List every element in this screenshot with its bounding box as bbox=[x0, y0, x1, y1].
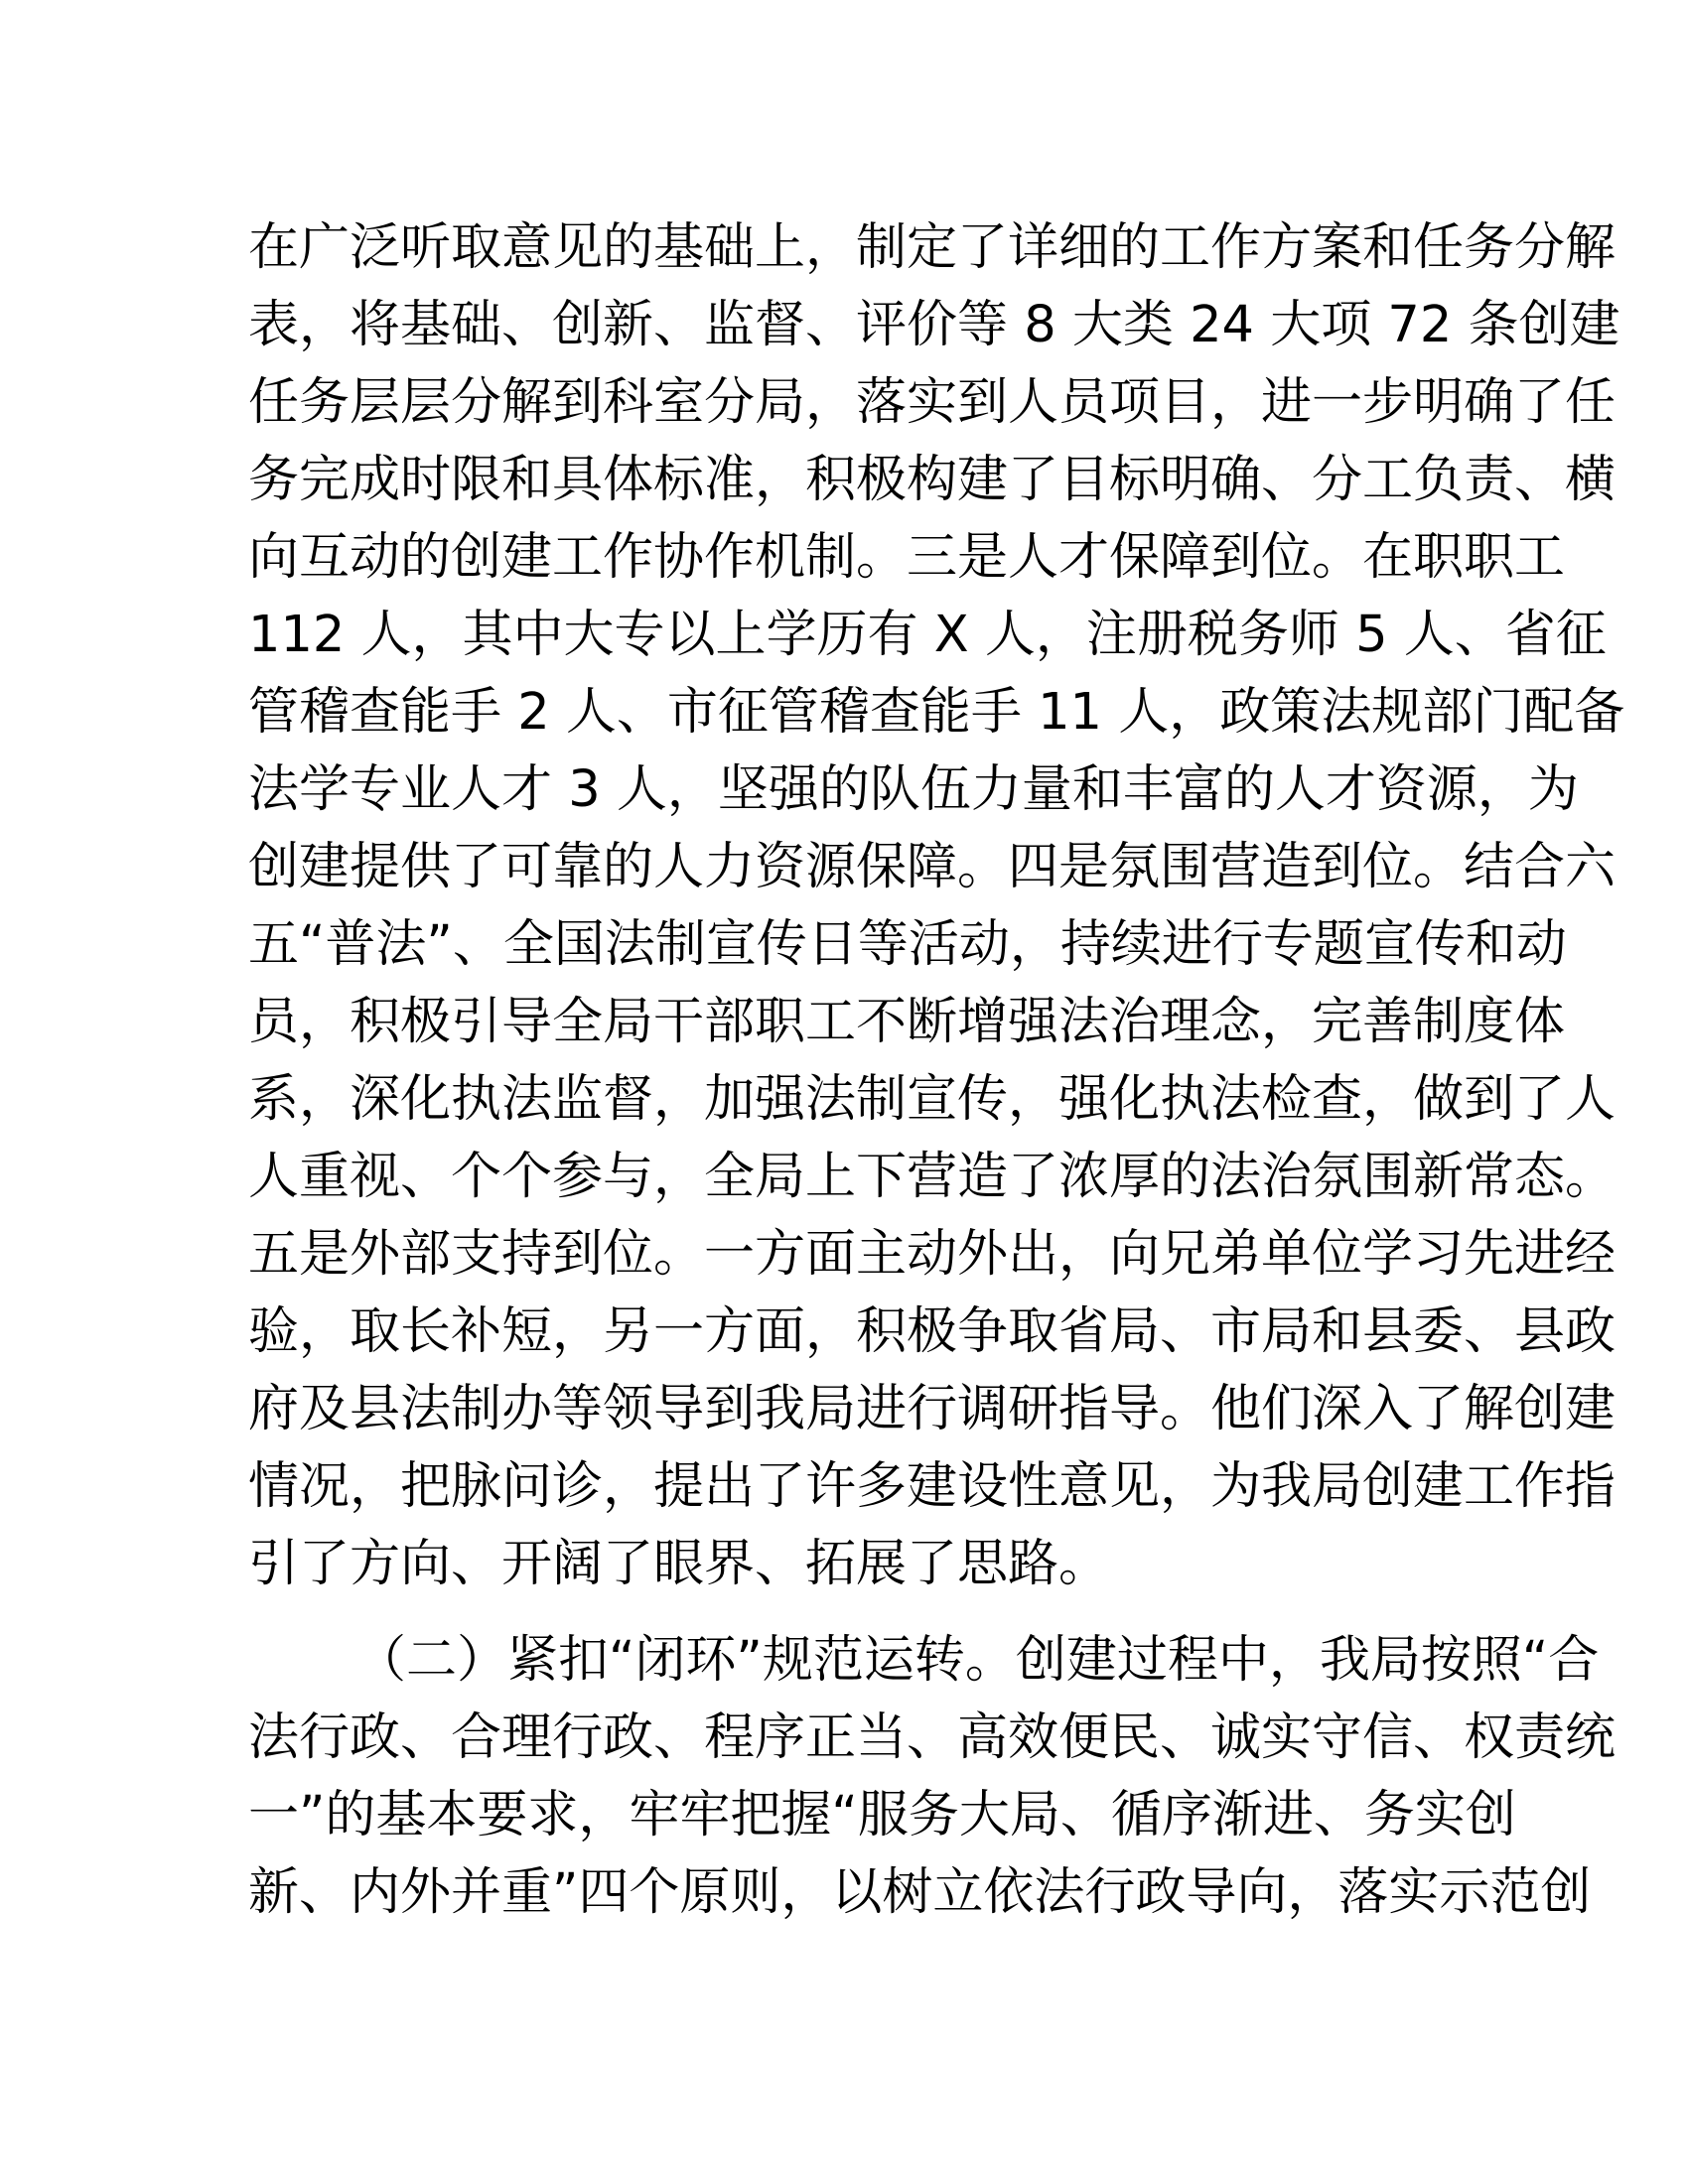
document-page bbox=[248, 209, 1625, 1932]
text-line: 员，积极引导全局干部职工不断增强法治理念，完善制度体 bbox=[248, 993, 1566, 1051]
text-line: 府及县法制办等领导到我局进行调研指导。他们深入了解创建 bbox=[248, 1380, 1617, 1438]
text-line: 表，将基础、创新、监督、评价等 8 大类 24 大项 72 条创建 bbox=[248, 296, 1620, 354]
text-line: 112 人，其中大专以上学历有 X 人，注册税务师 5 人、省征 bbox=[248, 606, 1607, 664]
text-line: 管稽查能手 2 人、市征管稽查能手 11 人，政策法规部门配备 bbox=[248, 683, 1625, 742]
text-line: 验，取长补短，另一方面，积极争取省局、市局和县委、县政 bbox=[248, 1302, 1617, 1361]
text-line: 人重视、个个参与，全局上下营造了浓厚的法治氛围新常态。 bbox=[248, 1148, 1617, 1206]
text-line: 引了方向、开阔了眼界、拓展了思路。 bbox=[248, 1535, 1110, 1593]
text-line: 系，深化执法监督，加强法制宣传，强化执法检查，做到了人 bbox=[248, 1070, 1617, 1129]
paragraph-2 bbox=[248, 1622, 1617, 1932]
text-line: 新、内外并重”四个原则，以树立依法行政导向，落实示范创 bbox=[248, 1863, 1592, 1922]
text-line: 任务层层分解到科室分局，落实到人员项目，进一步明确了任 bbox=[248, 373, 1617, 432]
paragraph-1 bbox=[248, 209, 1625, 1603]
text-line: 创建提供了可靠的人力资源保障。四是氛围营造到位。结合六 bbox=[248, 838, 1617, 896]
text-line: 五是外部支持到位。一方面主动外出，向兄弟单位学习先进经 bbox=[248, 1225, 1617, 1284]
text-line: 法学专业人才 3 人，坚强的队伍力量和丰富的人才资源，为 bbox=[248, 760, 1579, 819]
text-line: 一”的基本要求，牢牢把握“服务大局、循序渐进、务实创 bbox=[248, 1786, 1516, 1844]
text-line: 在广泛听取意见的基础上，制定了详细的工作方案和任务分解 bbox=[248, 218, 1617, 277]
text-line: 向互动的创建工作协作机制。三是人才保障到位。在职职工 bbox=[248, 528, 1566, 587]
text-line: （二）紧扣“闭环”规范运转。创建过程中，我局按照“合 bbox=[355, 1631, 1600, 1690]
text-line: 务完成时限和具体标准，积极构建了目标明确、分工负责、横 bbox=[248, 451, 1617, 509]
text-line: 法行政、合理行政、程序正当、高效便民、诚实守信、权责统 bbox=[248, 1708, 1617, 1767]
text-line: 五“普法”、全国法制宣传日等活动，持续进行专题宣传和动 bbox=[248, 915, 1567, 974]
text-line: 情况，把脉问诊，提出了许多建设性意见，为我局创建工作指 bbox=[248, 1457, 1617, 1516]
